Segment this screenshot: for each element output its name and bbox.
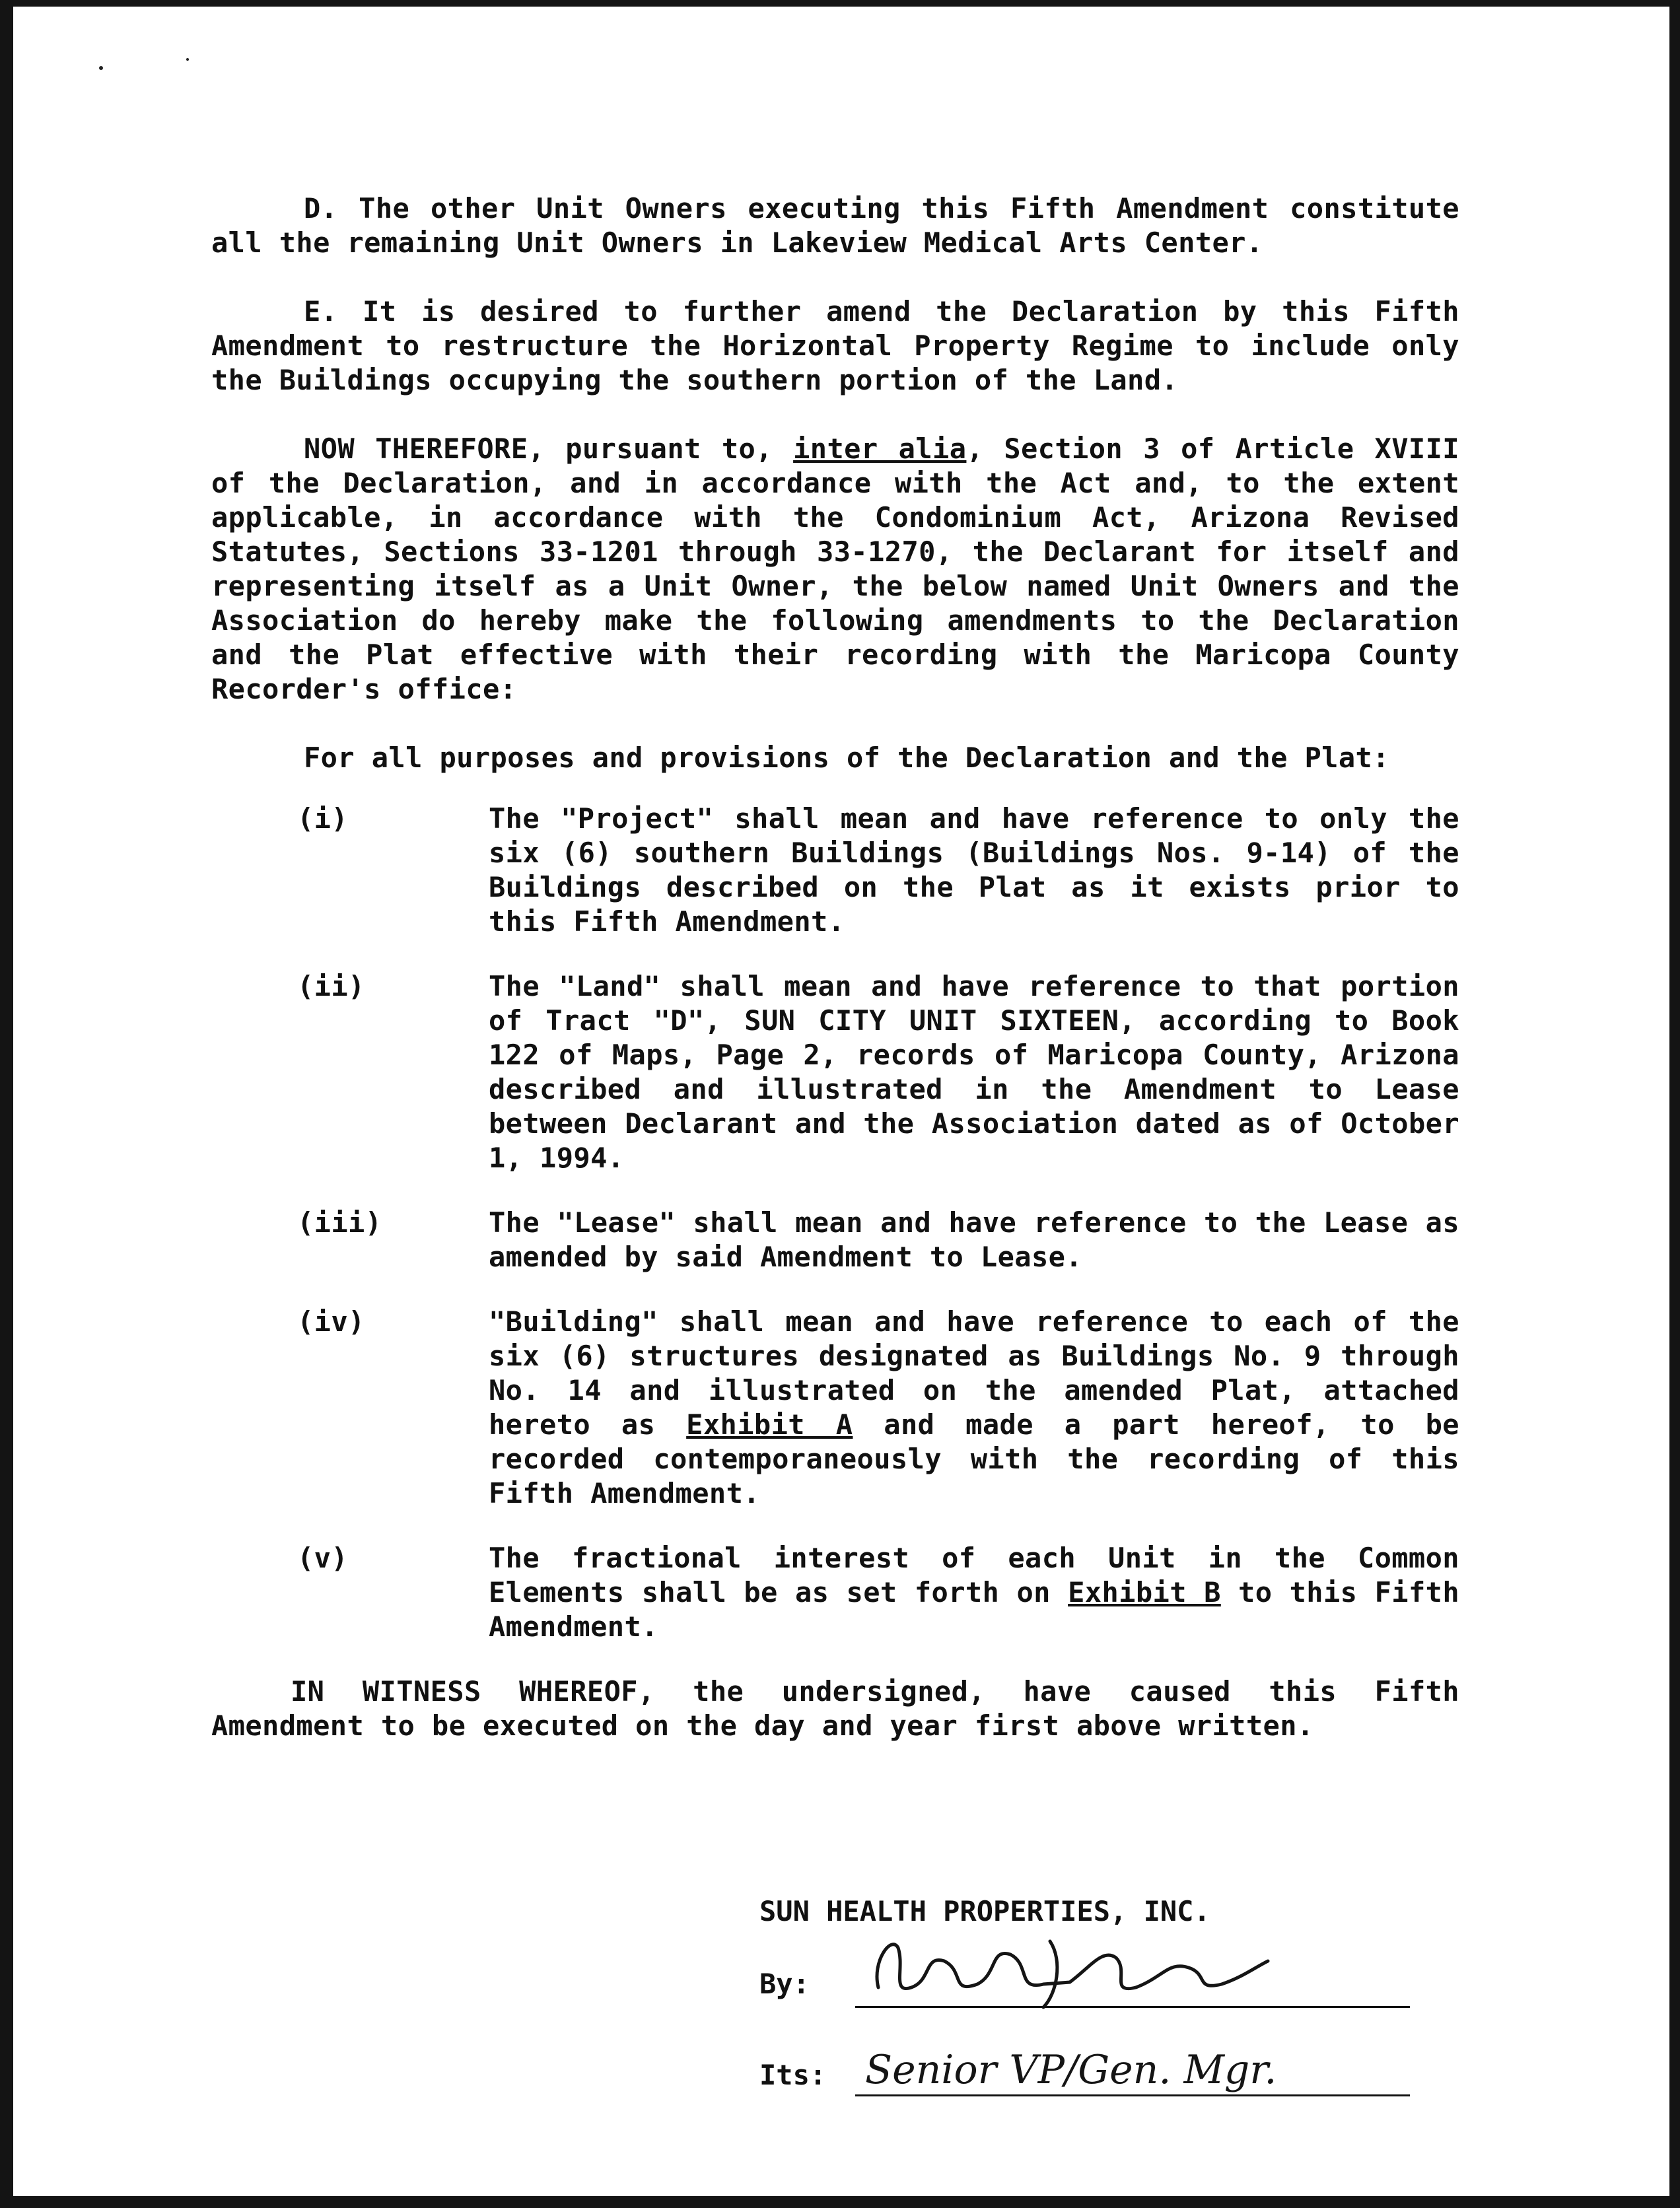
now-therefore-body: , Section 3 of Article XVIII of the Declaration, and in accordance with the Act and, to the extent applicable, in accordance with the Condominium Act, Arizona Revised Statutes, Sections 33-1201 through 33-1270, the Declarant for itself and representing itself as a Unit Owner, the below named Unit Owners and the Association do hereby make the following amendments to the Declaration and the Plat effective with their recording with the Maricopa County Recorder's office: <box>211 432 1459 705</box>
paragraph-purposes: For all purposes and provisions of the Declaration and the Plat: <box>304 742 1389 774</box>
exhibit-b-reference: Exhibit B <box>1068 1576 1221 1608</box>
paragraph-d: D. The other Unit Owners executing this Fifth Amendment constitute all the remaining Unit Owners in Lakeview Medical Arts Center. <box>211 192 1459 259</box>
definition-number: (i) <box>297 802 349 835</box>
by-label: By: <box>759 1968 810 2000</box>
scan-speck <box>99 66 103 70</box>
definition-item <box>211 802 1459 939</box>
definition-number: (v) <box>297 1542 349 1574</box>
its-handwritten-value: Senior VP/Gen. Mgr. <box>865 2047 1277 2093</box>
its-signature-line <box>855 2094 1410 2096</box>
definition-text-continued: and made a part hereof, to be recorded contemporaneously with the recording of this Fifth Amendment. <box>489 1408 1459 1509</box>
definition-text: The "Land" shall mean and have reference to that portion of Tract "D", SUN CITY UNIT SIXTEEN, according to Book 122 of Maps, Page 2, records of Maricopa County, Arizona described and illustrated in the Amendment to Lease between Declarant and the Association dated as of October 1, 1994. <box>489 970 1459 1174</box>
by-signature-line <box>855 2006 1410 2008</box>
inter-alia-phrase: inter alia <box>793 432 967 465</box>
definition-number: (iv) <box>297 1305 365 1338</box>
definition-text: The fractional interest of each Unit in the Common Elements shall be as set forth on <box>489 1542 1459 1608</box>
now-therefore-lead: NOW THEREFORE, pursuant to, <box>304 432 773 465</box>
exhibit-a-reference: Exhibit A <box>686 1408 853 1441</box>
definition-text: The "Lease" shall mean and have reference to the Lease as amended by said Amendment to Lease. <box>489 1206 1459 1273</box>
paragraph-now-therefore <box>211 432 1459 707</box>
scan-speck <box>186 58 189 61</box>
definition-item <box>211 1305 1459 1511</box>
handwritten-signature <box>852 1921 1275 2014</box>
definition-number: (ii) <box>297 970 365 1002</box>
paragraph-e: E. It is desired to further amend the Declaration by this Fifth Amendment to restructure the Horizontal Property Regime to include only the Buildings occupying the southern portion of the Land. <box>211 295 1459 396</box>
definition-number: (iii) <box>297 1206 382 1239</box>
its-label: Its: <box>759 2059 827 2091</box>
definition-item <box>211 1206 1459 1274</box>
definition-text-continued: to this Fifth Amendment. <box>489 1576 1460 1643</box>
signatory-company: SUN HEALTH PROPERTIES, INC. <box>759 1895 1210 1927</box>
definition-item <box>211 969 1459 1175</box>
definition-text: The "Project" shall mean and have reference to only the six (6) southern Buildings (Buildings Nos. 9-14) of the Buildings described on the Plat as it exists prior to this Fifth Amendment. <box>489 802 1459 938</box>
definition-text: "Building" shall mean and have reference to each of the six (6) structures designated as Buildings No. 9 through No. 14 and illustrated on the amended Plat, attached hereto as <box>489 1305 1459 1441</box>
document-body <box>211 191 1459 1777</box>
witness-clause: IN WITNESS WHEREOF, the undersigned, have caused this Fifth Amendment to be executed on the day and year first above written. <box>211 1675 1459 1742</box>
definition-item <box>211 1541 1459 1644</box>
